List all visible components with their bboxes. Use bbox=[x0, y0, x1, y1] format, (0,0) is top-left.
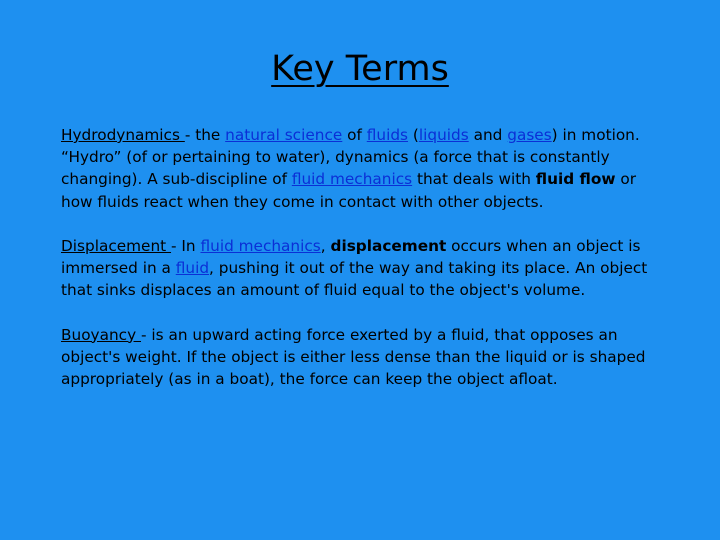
key-term: Displacement bbox=[61, 237, 172, 255]
text-run: - the bbox=[184, 126, 226, 144]
slide-title-text: Key Terms bbox=[271, 49, 449, 89]
hyperlink[interactable]: fluid mechanics bbox=[200, 237, 321, 255]
text-run: of bbox=[342, 126, 367, 144]
text-run: - In bbox=[171, 237, 201, 255]
slide-body bbox=[61, 124, 661, 413]
text-run: ( bbox=[408, 126, 419, 144]
hyperlink[interactable]: fluid mechanics bbox=[291, 170, 413, 189]
hyperlink[interactable]: natural science bbox=[225, 126, 343, 144]
text-run: , bbox=[320, 237, 331, 255]
paragraph-displacement bbox=[61, 235, 661, 302]
text-run: and bbox=[468, 126, 508, 144]
text-run: occurs when an object is immersed in a bbox=[61, 237, 641, 278]
bold-text: displacement bbox=[330, 237, 447, 255]
hyperlink[interactable]: gases bbox=[507, 126, 552, 144]
key-term: Buoyancy bbox=[61, 325, 141, 344]
text-run: or how fluids react when they come in contact with other objects. bbox=[61, 170, 637, 211]
paragraph-buoyancy bbox=[61, 324, 661, 391]
text-run: ) in motion. “Hydro” (of or pertaining to water), dynamics (a force that is constantly changing). A sub-discipline of bbox=[61, 126, 640, 189]
key-term: Hydrodynamics bbox=[61, 126, 185, 144]
bold-text: fluid flow bbox=[535, 170, 616, 189]
text-run: , pushing it out of the way and taking its place. An object that sinks displaces an amount of fluid equal to the object's volume. bbox=[61, 259, 648, 300]
text-run: that deals with bbox=[412, 170, 536, 189]
hyperlink[interactable]: liquids bbox=[418, 126, 469, 144]
slide-title bbox=[0, 46, 720, 92]
hyperlink[interactable]: fluid bbox=[175, 259, 210, 278]
text-run: - is an upward acting force exerted by a fluid, that opposes an object's weight. If the object is either less dense than the liquid or is shaped appropriately (as in a boat), the force can keep the object afloat. bbox=[61, 325, 646, 389]
hyperlink[interactable]: fluids bbox=[366, 126, 409, 144]
paragraph-hydrodynamics bbox=[61, 124, 661, 213]
